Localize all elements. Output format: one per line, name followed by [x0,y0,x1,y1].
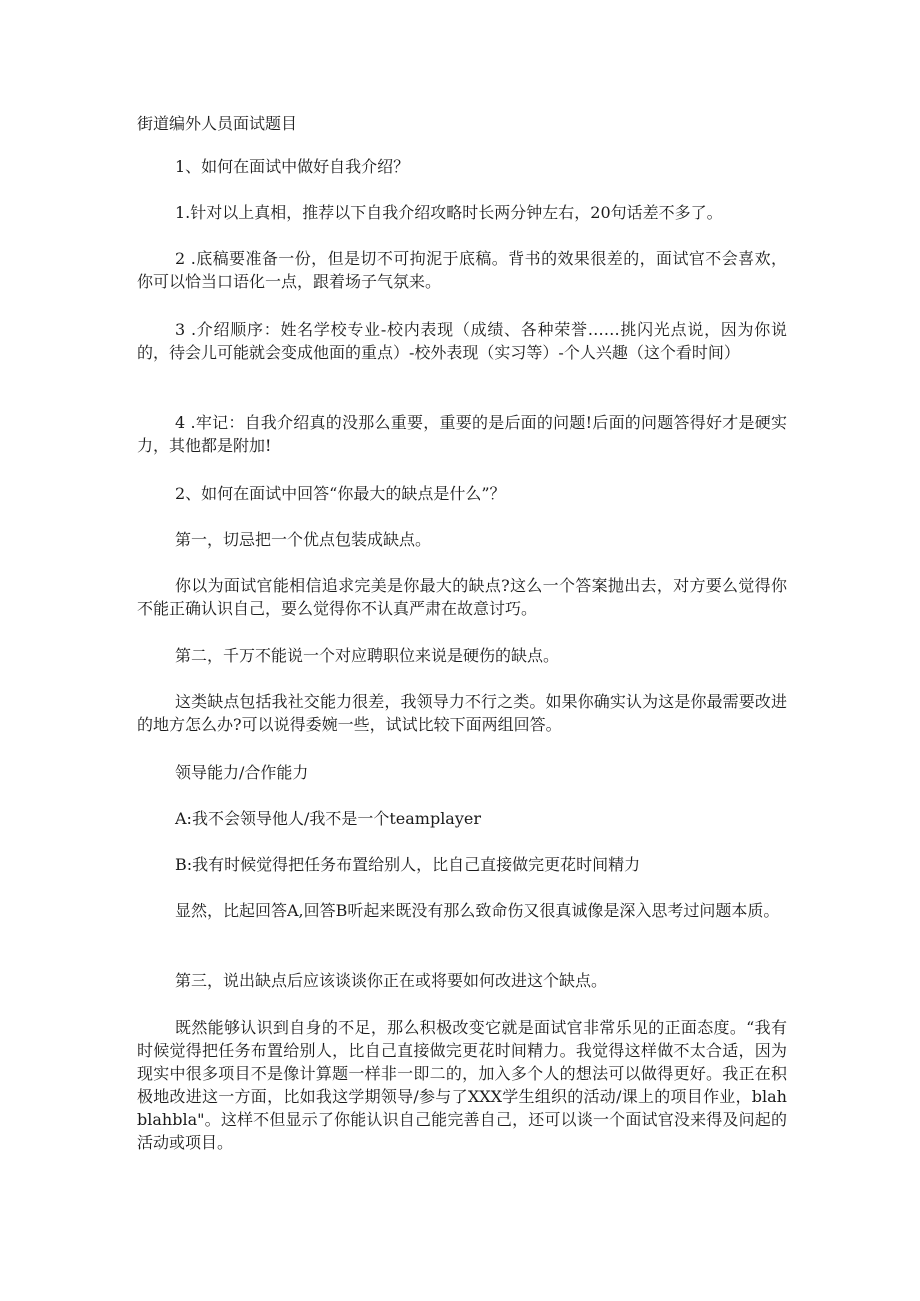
paragraph-tip-2: 2 .底稿要准备一份，但是切不可拘泥于底稿。背书的效果很差的，面试官不会喜欢，你可以恰当口语化一点，跟着场子气氛来。 [137,249,787,291]
paragraph-point-2-detail: 这类缺点包括我社交能力很差，我领导力不行之类。如果你确实认为这是你最需要改进的地方怎么办?可以说得委婉一些，试试比较下面两组回答。 [137,692,787,734]
paragraph-tip-3: 3 .介绍顺序：姓名学校专业-校内表现（成绩、各种荣誉……挑闪光点说，因为你说的，待会儿可能就会变成他面的重点）-校外表现（实习等）-个人兴趣（这个看时间） [137,320,787,362]
paragraph-point-1: 第一，切忌把一个优点包装成缺点。 [175,530,432,549]
paragraph-ability-label: 领导能力/合作能力 [175,763,309,782]
paragraph-answer-b: B:我有时候觉得把任务布置给别人，比自己直接做完更花时间精力 [175,855,641,874]
paragraph-section-1-heading: 1、如何在面试中做好自我介绍？ [175,157,410,176]
paragraph-point-2: 第二，千万不能说一个对应聘职位来说是硬伤的缺点。 [175,646,560,665]
paragraph-point-3-detail: 既然能够认识到自身的不足，那么积极改变它就是面试官非常乐见的正面态度。“我有时候觉得把任务布置给别人，比自己直接做完更花时间精力。我觉得这样做不太合适，因为现实中很多项目不是像计算题一样非一即二的，加入多个人的想法可以做得更好。我正在积极地改进这一方面，比如我这学期领导/参与了XXX学生组织的活动/课上的项目作业，blahblahbla"。这样不但显示了你能认识自己能完善自己，还可以谈一个面试官没来得及问起的活动或项目。 [137,1018,787,1152]
paragraph-point-3: 第三，说出缺点后应该谈谈你正在或将要如何改进这个缺点。 [175,971,608,990]
paragraph-comparison: 显然，比起回答A,回答B听起来既没有那么致命伤又很真诚像是深入思考过问题本质。 [175,901,780,920]
paragraph-answer-a: A:我不会领导他人/我不是一个teamplayer [175,809,482,828]
paragraph-tip-4: 4 .牢记：自我介绍真的没那么重要，重要的是后面的问题!后面的问题答得好才是硬实力，其他都是附加! [137,413,787,455]
paragraph-section-2-heading: 2、如何在面试中回答“你最大的缺点是什么”？ [175,484,506,503]
paragraph-tip-1: 1.针对以上真相，推荐以下自我介绍攻略时长两分钟左右，20句话差不多了。 [175,203,723,222]
document-title: 街道编外人员面试题目 [137,114,298,133]
paragraph-point-1-detail: 你以为面试官能相信追求完美是你最大的缺点?这么一个答案抛出去，对方要么觉得你不能正确认识自己，要么觉得你不认真严肃在故意讨巧。 [137,576,787,618]
